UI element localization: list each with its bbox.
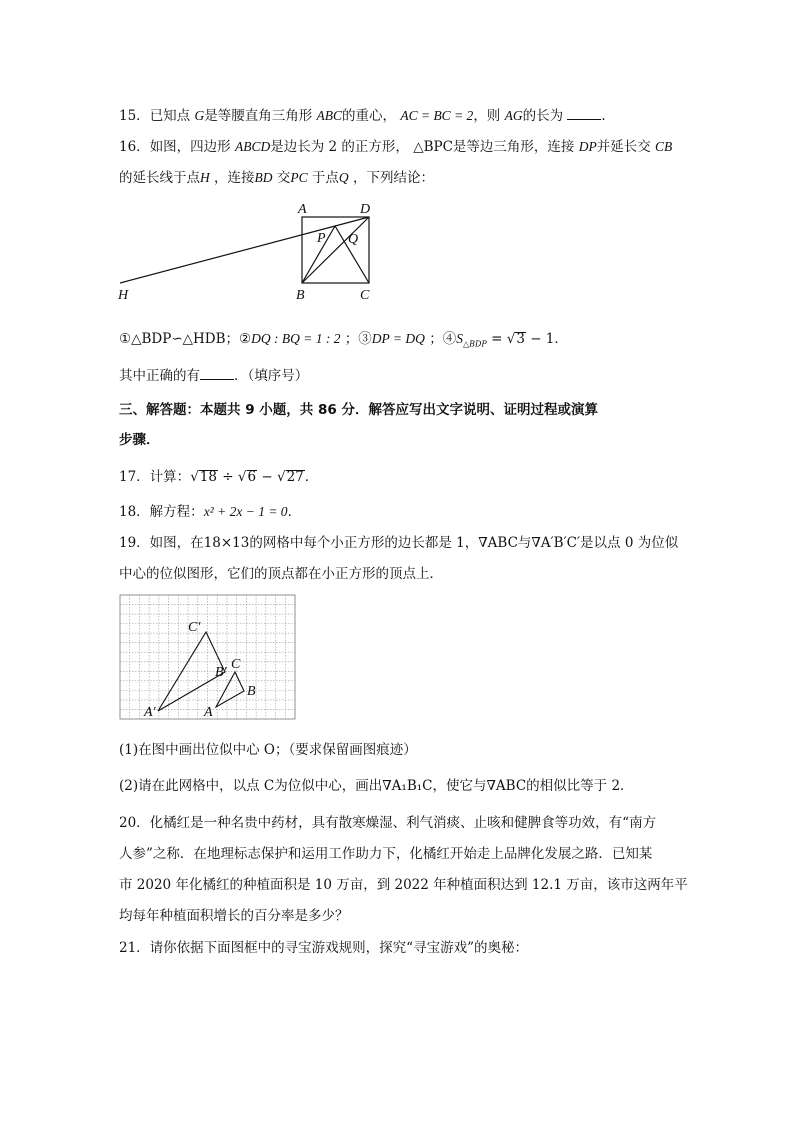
q16-line-2: 的延长线于点H ，连接BD 交PC 于点Q ，下列结论： [119, 170, 434, 186]
q16-line-1: 16．如图，四边形 ABCD是边长为 2 的正方形， △BPC是等边三角形，连接 DP并延长交 CB [119, 139, 673, 155]
q20-line-4: 均每年种植面积增长的百分率是多少？ [119, 908, 349, 924]
label-D: D [360, 202, 371, 217]
label-C: C [360, 288, 370, 303]
label-B: B [247, 684, 256, 699]
label-P: P [317, 231, 326, 246]
q21-line-1: 21．请你依据下面图框中的寻宝游戏规则，探究“寻宝游戏”的奥秘： [119, 940, 528, 956]
label-H: H [118, 288, 129, 303]
label-A: A [298, 202, 307, 217]
label-A: A [204, 705, 213, 720]
label-B-prime: B′ [215, 665, 227, 680]
label-Q: Q [348, 232, 359, 247]
q16-figure [112, 198, 382, 306]
grid-lines [120, 595, 295, 719]
q16-answer-line: 其中正确的有 ．（填序号） [119, 368, 309, 384]
q17-line: 17．计算：√18 ÷ √6 − √27． [119, 469, 319, 485]
label-C-prime: C′ [188, 620, 201, 635]
section-3-heading-cont: 步骤． [119, 432, 160, 448]
label-B: B [296, 288, 305, 303]
q20-line-2: 人参”之称．在地理标志保护和运用工作助力下，化橘红开始走上品牌化发展之路．已知某 [119, 846, 653, 862]
q19-line-1: 19．如图，在18×13的网格中每个小正方形的边长都是 1，∇ABC与∇A′B′C′是以点 0 为位似 [119, 535, 679, 551]
section-3-heading: 三、解答题：本题共 9 小题，共 86 分．解答应写出文字说明、证明过程或演算 [119, 402, 598, 418]
q20-line-1: 20．化橘红是一种名贵中药材，具有散寒燥湿、利气消痰、止咳和健脾食等功效，有“南方 [119, 815, 657, 831]
label-A-prime: A′ [144, 705, 156, 720]
q19-sub-1: (1)在图中画出位似中心 O；（要求保留画图痕迹） [119, 742, 417, 758]
q19-line-2: 中心的位似图形，它们的顶点都在小正方形的顶点上． [119, 566, 443, 582]
q16-conclusions: ①△BDP∽△HDB；②DQ : BQ = 1 : 2 ；③DP = DQ ；$④S_{\triangle BDP} = √3 - 1$． [119, 331, 568, 349]
q18-line: 18．解方程：x² + 2x − 1 = 0． [119, 504, 302, 520]
q15-line: 15．已知点 G是等腰直角三角形 ABC的重心， AC = BC = 2，则 AG的长为 ． [119, 108, 615, 124]
answer-blank[interactable] [200, 367, 234, 380]
q19-grid-figure [119, 594, 296, 721]
q19-sub-2: (2)请在此网格中，以点 C为位似中心，画出∇A₁B₁C，使它与∇ABC的相似比等于 2． [119, 778, 634, 794]
q20-line-3: 市 2020 年化橘红的种植面积是 10 万亩，到 2022 年种植面积达到 12.1 万亩，该市这两年平 [119, 877, 688, 893]
answer-blank[interactable] [567, 107, 601, 120]
label-C: C [231, 657, 241, 672]
